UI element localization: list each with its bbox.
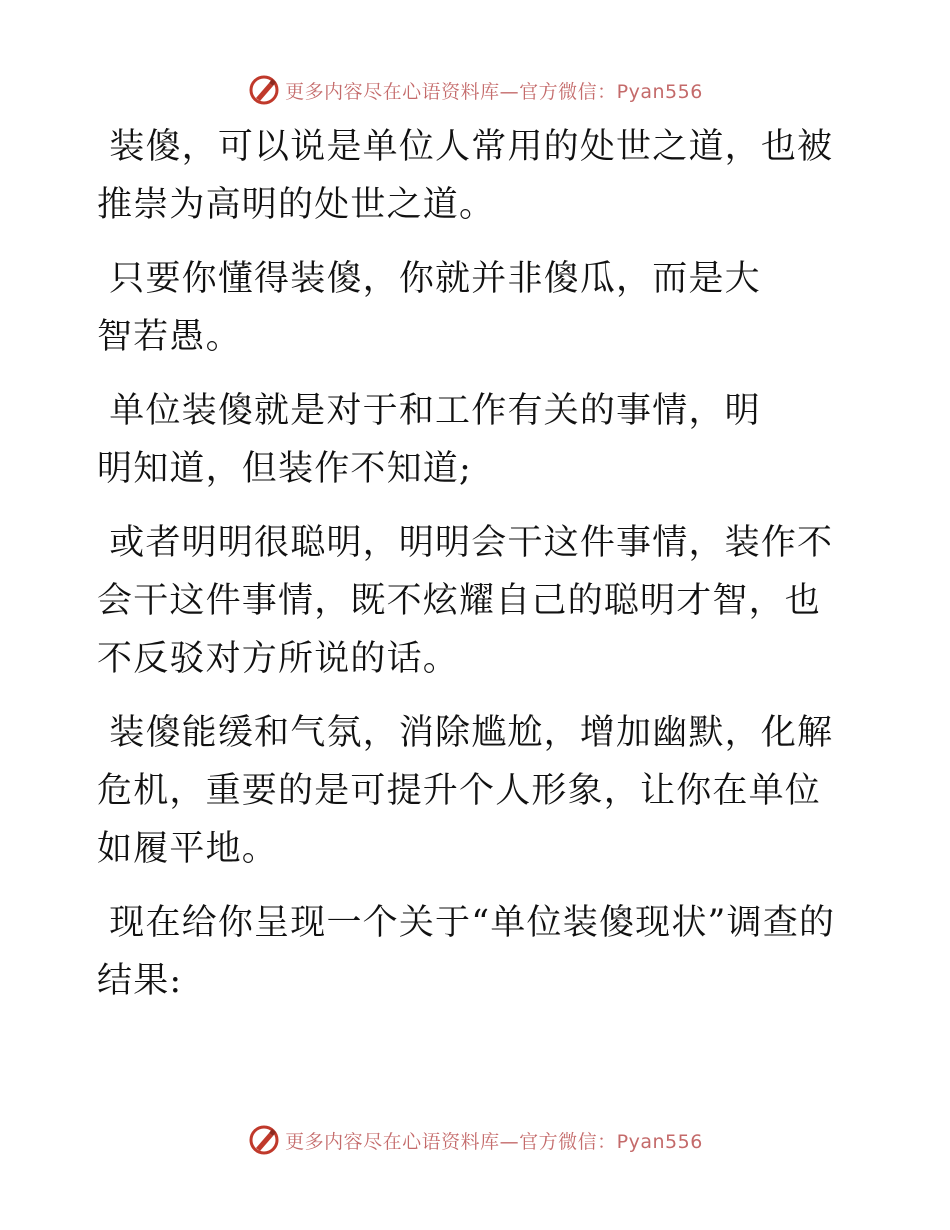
watermark-text: 更多内容尽在心语资料库—官方微信：Pyan556: [285, 1130, 703, 1153]
paragraph: 或者明明很聪明，明明会干这件事情，装作不会干这件事情，既不炫耀自己的聪明才智，也不反驳对方所说的话。: [97, 523, 834, 679]
paragraph: 现在给你呈现一个关于“单位装傻现状”调查的结果:: [97, 903, 836, 1001]
paragraph: 单位装傻就是对于和工作有关的事情，明明知道，但装作不知道;: [97, 391, 761, 489]
paragraph: 只要你懂得装傻，你就并非傻瓜，而是大智若愚。: [97, 259, 761, 357]
pen-circle-logo-icon: [247, 73, 281, 107]
paragraph: 装傻能缓和气氛，消除尴尬，增加幽默，化解危机，重要的是可提升个人形象，让你在单位如履平地。: [97, 713, 834, 869]
watermark-text: 更多内容尽在心语资料库—官方微信：Pyan556: [285, 80, 703, 103]
pen-circle-logo-icon: [247, 1123, 281, 1157]
paragraph: 装傻，可以说是单位人常用的处世之道，也被推崇为高明的处世之道。: [97, 127, 834, 225]
document-body: [97, 118, 857, 1026]
footer-watermark: [0, 1120, 950, 1160]
header-watermark: [0, 70, 950, 110]
